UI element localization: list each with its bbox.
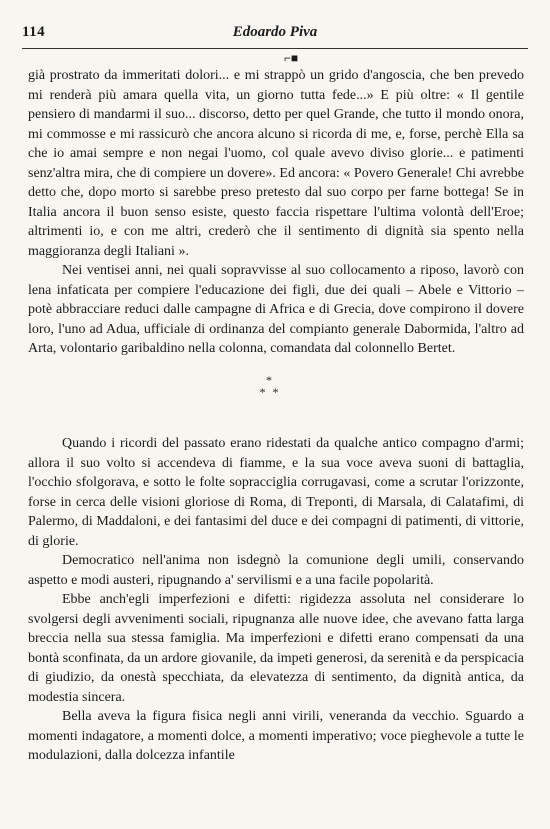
separator-asterisks-bottom: * * [259,385,281,399]
page-number: 114 [22,24,46,40]
paragraph: Democratico nell'anima non isdegnò la comunione degli umili, conservando aspetto e modi austeri, ripugnando a' servilismi e a una facile popolarità. [28,553,524,588]
header-rule [22,48,528,49]
section-separator [255,374,285,402]
text-block-2 [28,434,524,766]
paragraph: già prostrato da immeritati dolori... e mi strappò un grido d'angoscia, che ben prevedo mi renderà più amara quella vita, un giorno tutta fede...» E più oltre: « Il gentile pensiero di mandarmi il suo... discorso, detto per quel Grande, che tutto il mondo onora, mi commosse e mi rassicurò che ancora alcuno si ricorda di me, e, forse, perchè Ella sa che io amai sempre e non negai l'uomo, col quale avevo diviso glorie... e patimenti senz'altra mira, che di compiere un dovere». Ed ancora: « Povero Generale! Chi avrebbe detto che, dopo morto si sarebbe preso pretesto dal suo corpo per farne bottega! Se in Italia ancora il buon senso esiste, questo faccia rispettare l'ultima volontà dell'Eroe; altrimenti io, e con me altri, crederò che il sentimento di dignità sia spento nella maggioranza degli Italiani ». [28,68,524,259]
text-block-1 [28,66,524,359]
paragraph: Quando i ricordi del passato erano ridestati da qualche antico compagno d'armi; allora il suo volto si accendeva di fiamme, e la sua voce aveva suoni di battaglia, l'occhio sfolgorava, e sotto le folte sopracciglia corrugavasi, come a scrutar l'orizzonte, forse in cerca delle visioni gloriose di Roma, di Treponti, di Marsala, di Calatafimi, di Palermo, di Maddaloni, e dei fantasimi del duce e dei compagni di patimenti, di vittorie, di glorie. [28,436,524,549]
running-head: Edoardo Piva [232,24,318,40]
separator-asterisk-top: * [266,373,274,387]
printer-mark: ⌐■ [284,51,299,65]
paragraph: Bella aveva la figura fisica negli anni virili, veneranda da vecchio. Sguardo a momenti indagatore, a momenti dolce, a momenti imperativo; voce pieghevole a tutte le modulazioni, dalla dolcezza infantile [28,709,524,763]
page-header [22,24,528,44]
paragraph: Ebbe anch'egli imperfezioni e difetti: rigidezza assoluta nel considerare lo svolgersi degli avvenimenti sociali, ripugnanza alle nuove idee, che avevano fatta larga breccia nella sua stessa famiglia. Ma imperfezioni e difetti erano compensati da una bontà sconfinata, da un ardore giovanile, da impeti generosi, da serenità e da perspicacia di giudizio, da onestà specchiata, da elevatezza di sentimento, da dignità antica, da modestia sincera. [28,592,524,705]
paragraph: Nei ventisei anni, nei quali sopravvisse al suo collocamento a riposo, lavorò con lena infaticata per compiere l'educazione dei figli, due dei quali – Abele e Vittorio – potè abbracciare reduci dalle campagne di Africa e di Grecia, dove compirono il dovere loro, l'uno ad Adua, ufficiale di ordinanza del compianto generale Dabormida, l'altro ad Arta, volontario garibaldino nella colonna, comandata dal colonnello Bertet. [28,263,524,356]
